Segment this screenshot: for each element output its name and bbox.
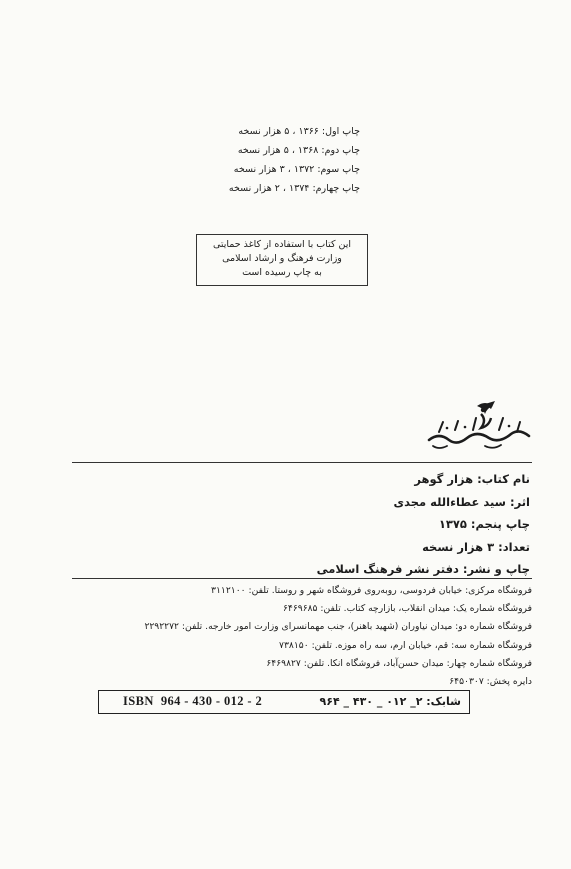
isbn-latin: ISBN 964 - 430 - 012 - 2 <box>123 694 263 708</box>
book-author-line: اثر: سید عطاءالله مجدی <box>393 494 530 509</box>
distribution-line: دایره پخش: ۶۴۵۰۳۰۷ <box>449 676 532 688</box>
publisher-logo <box>425 400 533 452</box>
paper-note-line: وزارت فرهنگ و ارشاد اسلامی <box>222 253 342 264</box>
book-details <box>300 468 530 581</box>
isbn-persian: شابک: ۲_ ۰۱۲ _ ۴۳۰ _ ۹۶۴ <box>319 695 461 708</box>
divider-bottom <box>72 578 532 579</box>
book-title-line: نام کتاب: هزار گوهر <box>414 472 530 486</box>
print-history-line: چاپ اول: ۱۳۶۶ ، ۵ هزار نسخه <box>238 126 360 137</box>
paper-note-line: به چاپ رسیده است <box>242 267 322 278</box>
print-history-line: چاپ سوم: ۱۳۷۲ ، ۳ هزار نسخه <box>233 164 360 175</box>
isbn-box <box>98 690 470 714</box>
print-run-line: تعداد: ۳ هزار نسخه <box>422 539 530 554</box>
store-line: فروشگاه مرکزی: خیابان فردوسی، روبه‌روی فروشگاه شهر و روستا. تلفن: ۳۱۱۲۱۰۰ <box>211 585 532 596</box>
print-history-line: چاپ چهارم: ۱۳۷۴ ، ۲ هزار نسخه <box>228 183 360 194</box>
store-line: فروشگاه شماره دو: میدان نیاوران (شهید باهنر)، جنب مهمانسرای وزارت امور خارجه. تلفن: ۲۲۹۲۲۷۲ <box>144 621 532 633</box>
supported-paper-notice <box>196 234 368 286</box>
store-line: فروشگاه شماره یک: میدان انقلاب، بازارچه کتاب. تلفن: ۶۴۶۹۶۸۵ <box>282 603 532 615</box>
publisher-logo-mark <box>425 400 533 452</box>
print-history <box>200 122 360 198</box>
store-line: فروشگاه شماره سه: قم، خیابان ارم، سه راه موزه. تلفن: ۷۳۸۱۵۰ <box>279 639 532 651</box>
divider-top <box>72 462 532 463</box>
store-addresses <box>70 582 532 691</box>
paper-note-line: این کتاب با استفاده از کاغذ حمایتی <box>212 239 352 250</box>
publisher-line: چاپ و نشر: دفتر نشر فرهنگ اسلامی <box>316 562 530 576</box>
store-line: فروشگاه شماره چهار: میدان حسن‌آباد، فروشگاه انکا. تلفن: ۶۴۶۹۸۲۷ <box>266 657 532 669</box>
print-history-line: چاپ دوم: ۱۳۶۸ ، ۵ هزار نسخه <box>237 145 360 156</box>
edition-line: چاپ پنجم: ۱۳۷۵ <box>438 517 530 531</box>
